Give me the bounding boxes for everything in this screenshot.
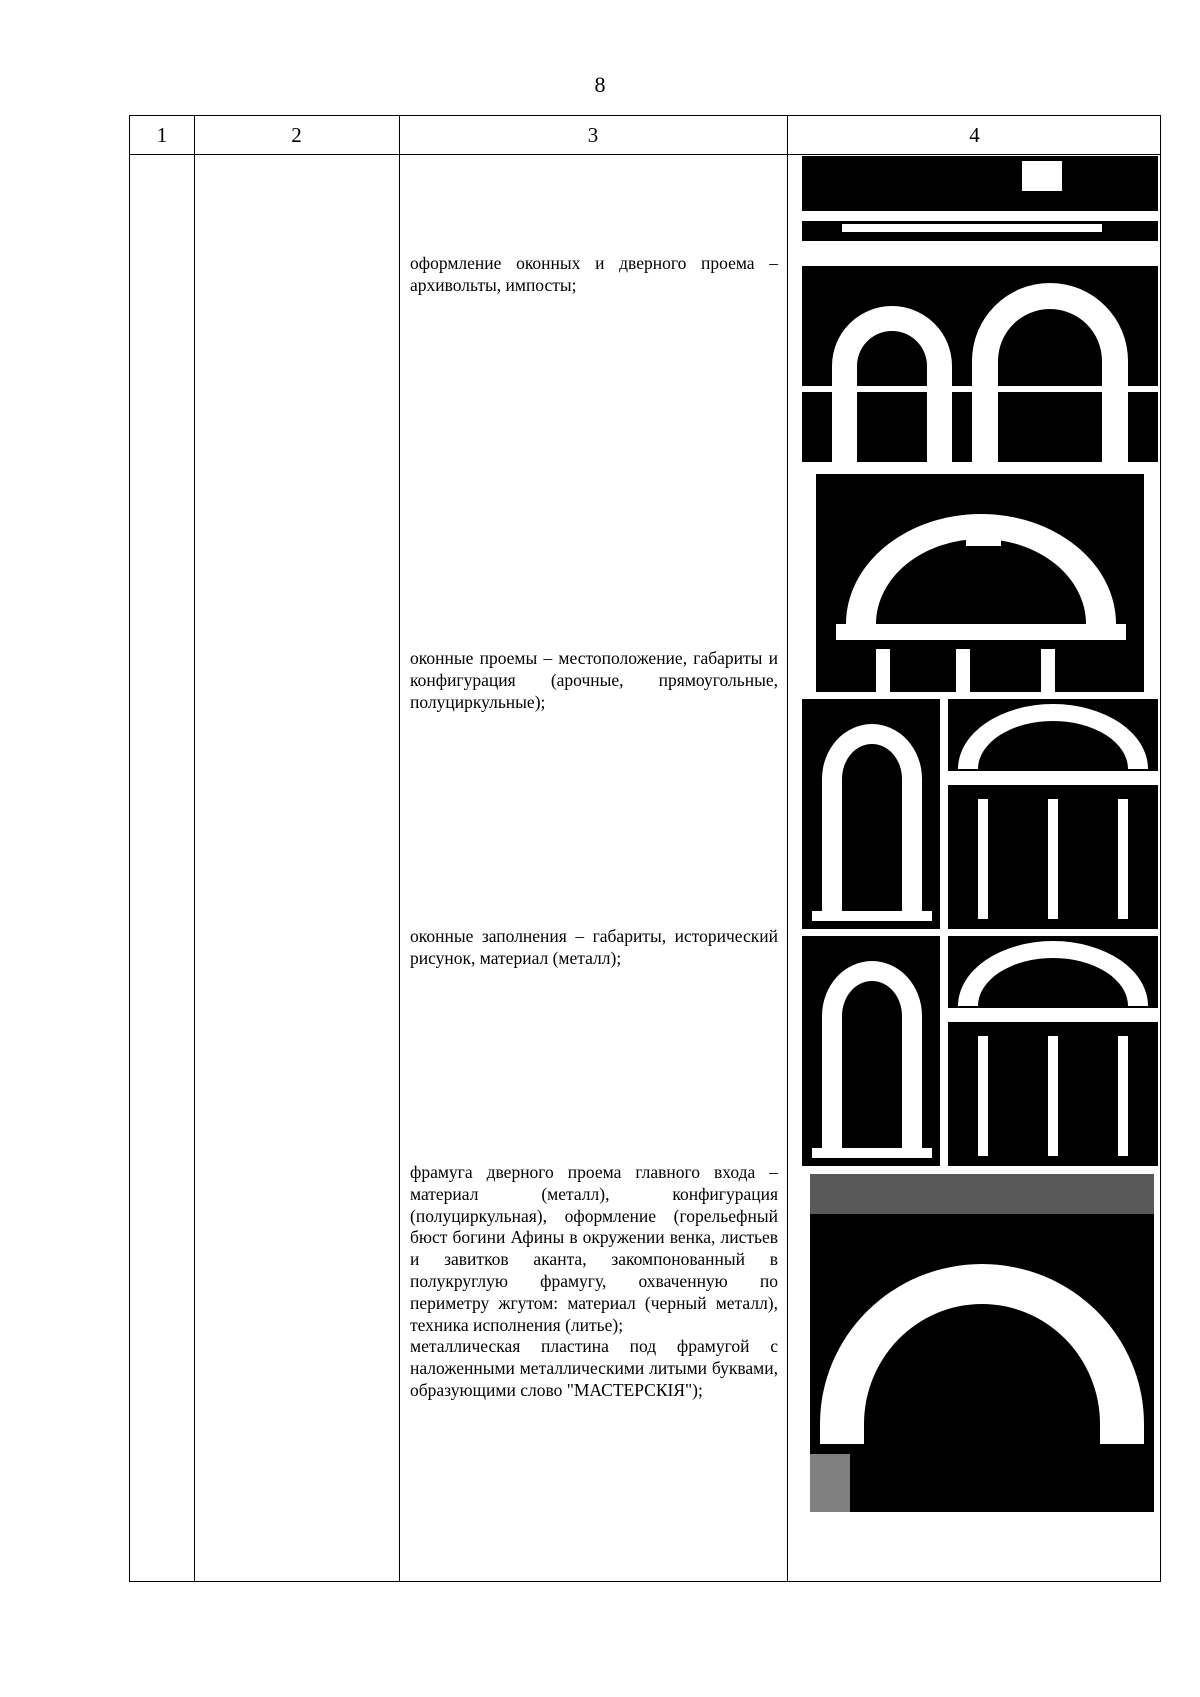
item-archivolts: оформление оконных и дверного проема – архивольты, импосты; — [410, 253, 778, 295]
item-door-transom: фрамуга дверного проема главного входа – материал (металл), конфигурация (полуциркульная), оформление (горельефный бюст богини Афины в окружении венка, листьев и завитков аканта, закомпонованный в полукруглую фрамугу, охваченную по периметру жгутом: материал (черный металл), техника исполнения (литье); металлическая пластина под фрамугой с наложенными металлическими литыми буквами, образующими слово "МАСТЕРСКIЯ"); — [410, 1162, 778, 1400]
item-window-fillings: оконные заполнения – габариты, исторический рисунок, материал (металл); — [410, 926, 778, 968]
arched-openings-photo — [802, 266, 1158, 462]
round-window-filling-photo — [802, 936, 940, 1166]
column-divider — [194, 116, 195, 1581]
door-transom-photo — [810, 1174, 1154, 1512]
item-window-openings: оконные проемы – местоположение, габариты и конфигурация (арочные, прямоугольные, полуциркульные); — [410, 648, 778, 712]
column-divider — [399, 116, 400, 1581]
column-divider — [787, 116, 788, 1581]
header-col-1: 1 — [156, 123, 168, 147]
round-window-photo — [802, 699, 940, 929]
header-col-3: 3 — [587, 123, 599, 147]
window-filling-photo — [948, 936, 1158, 1166]
window-frame-photo — [948, 699, 1158, 929]
header-col-4: 4 — [969, 123, 980, 147]
arched-window-photo — [816, 474, 1144, 692]
header-col-2: 2 — [291, 123, 302, 147]
page-number: 8 — [594, 72, 606, 97]
table-header-divider — [130, 154, 1160, 155]
monument-table — [129, 115, 1161, 1582]
facade-cornice-photo — [802, 156, 1158, 258]
